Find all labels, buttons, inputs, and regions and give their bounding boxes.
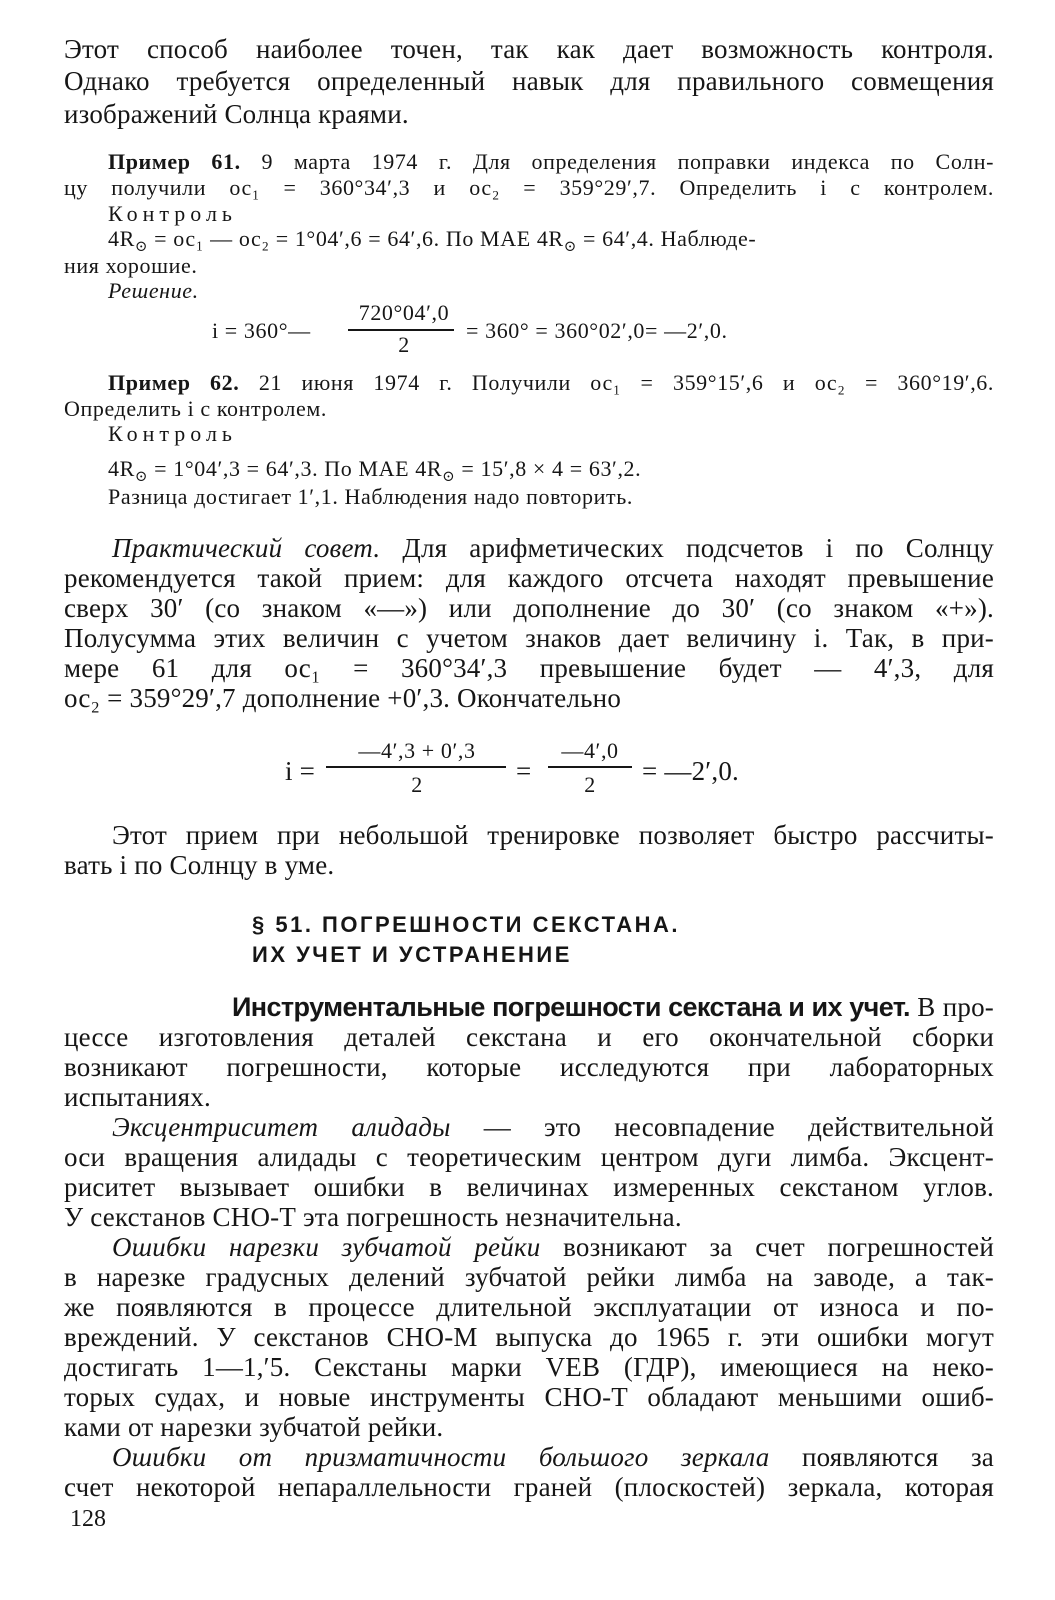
example-61-solution-label: Решение. <box>108 278 199 303</box>
sun-symbol-icon: ⊙ <box>563 239 577 255</box>
tip-line-1: Этот прием при небольшой тренировке позволяет быстро рассчиты- <box>112 820 994 850</box>
cut-line-5: достигать 1—1,′5. Секстаны марки VEB (ГДР), имеющиеся на неко- <box>64 1352 994 1382</box>
example-61-line-5: ния хорошие. <box>64 253 198 278</box>
prism-text: появляются за <box>801 1442 994 1472</box>
formula-2-frac-1-numerator: —4′,3 + 0′,3 <box>358 738 476 763</box>
advice-text: Для арифметических подсчетов i по Солнцу <box>402 533 994 563</box>
control-text-b: = 15′,8 × 4 = 63′,2. <box>455 456 642 481</box>
ecc-line-3: риситет вызывает ошибки в величинах измеренных секстаном углов. <box>64 1172 994 1202</box>
formula-1-left: i = 360°— <box>212 318 311 343</box>
advice-line-4: Полусумма этих величин с учетом знаков дает величину i. Так, в при- <box>64 623 994 653</box>
ecc-line-4: У секстанов СНО-Т эта погрешность незначительна. <box>64 1202 682 1232</box>
example-61-line-2: цу получили ос₁ = 360°34′,3 и ос₂ = 359°29′,7. Определить i с контролем. <box>64 175 994 200</box>
example-61-label: Пример 61. <box>108 149 241 174</box>
cut-line-4: вреждений. У секстанов СНО-М выпуска до 1965 г. эти ошибки могут <box>64 1322 994 1352</box>
example-62-control-label: Контроль <box>108 421 237 446</box>
example-62-line-5: Разница достигает 1′,1. Наблюдения надо повторить. <box>108 484 633 509</box>
section-title-line-1: § 51. ПОГРЕШНОСТИ СЕКСТАНА. <box>252 912 680 937</box>
formula-2-lhs: i = <box>285 756 316 786</box>
advice-label: Практический совет. <box>112 533 381 563</box>
sun-symbol-icon: ⊙ <box>134 469 149 485</box>
prism-line-2: счет некоторой непараллельности граней (плоскостей) зеркала, которая <box>64 1472 994 1502</box>
ecc-line-1 <box>112 1112 994 1142</box>
prism-line-1 <box>112 1442 994 1472</box>
tip-line-2: вать i по Солнцу в уме. <box>64 850 335 880</box>
instr-line-4: испытаниях. <box>64 1082 211 1112</box>
instr-text: В про- <box>909 992 994 1022</box>
instr-line-3: возникают погрешности, которые исследуются при лабораторных <box>64 1052 994 1082</box>
ecc-label: Эксцентриситет алидады <box>112 1112 451 1142</box>
cut-line-6: торых судах, и новые инструменты СНО-Т обладают меньшими ошиб- <box>64 1382 994 1412</box>
intro-line-1: Этот способ наиболее точен, так как дает возможность контроля. <box>64 34 994 64</box>
cut-line-3: же появляются в процессе длительной эксплуатации от износа и по- <box>64 1292 994 1322</box>
formula-2-frac-1-bar <box>326 766 506 768</box>
prism-label: Ошибки от призматичности большого зеркала <box>112 1442 770 1472</box>
example-62-label: Пример 62. <box>108 370 240 395</box>
example-62-text: 21 июня 1974 г. Получили ос₁ = 359°15′,6 и ос₂ = 360°19′,6. <box>258 370 995 395</box>
cut-label: Ошибки нарезки зубчатой рейки <box>112 1232 541 1262</box>
instr-line-1 <box>232 992 994 1022</box>
formula-1-fraction-bar <box>348 329 454 331</box>
ecc-text: — это несовпадение действительной <box>483 1112 994 1142</box>
cut-line-2: в нарезке градусных делений зубчатой рейки лимба на заводе, а так- <box>64 1262 994 1292</box>
control-text-b: = 64′,4. Наблюде- <box>576 226 757 251</box>
intro-line-2: Однако требуется определенный навык для правильного совмещения <box>64 66 994 96</box>
sun-symbol-icon: ⊙ <box>442 469 456 485</box>
advice-line-6: ос₂ = 359°29′,7 дополнение +0′,3. Окончательно <box>64 683 622 713</box>
control-text-a: = 1°04′,3 = 64′,3. По МАЕ 4R <box>148 456 443 481</box>
instr-heading: Инструментальные погрешности секстана и их учет. <box>232 992 910 1022</box>
formula-2-frac-2-bar <box>548 766 632 768</box>
example-61-text: 9 марта 1974 г. Для определения поправки индекса по Солн- <box>261 149 995 174</box>
instr-line-2: цессе изготовления деталей секстана и его окончательной сборки <box>64 1022 994 1052</box>
formula-2-frac-2-numerator: —4′,0 <box>561 738 619 763</box>
cut-text: возникают за счет погрешностей <box>563 1232 995 1262</box>
cut-line-1 <box>112 1232 994 1262</box>
formula-2-frac-1-denominator: 2 <box>411 772 423 797</box>
advice-line-5: мере 61 для ос₁ = 360°34′,3 превышение будет — 4′,3, для <box>64 653 994 683</box>
example-62-line-1 <box>108 370 994 396</box>
section-title-line-2: ИХ УЧЕТ И УСТРАНЕНИЕ <box>252 942 572 967</box>
advice-line-2: рекомендуется такой прием: для каждого отсчета находят превышение <box>64 563 994 593</box>
formula-1-right: = 360° = 360°02′,0= —2′,0. <box>466 318 728 343</box>
example-61-control-label: Контроль <box>108 201 237 226</box>
advice-line-1 <box>112 533 994 563</box>
sun-symbol-icon: ⊙ <box>134 239 149 255</box>
formula-2-frac-2-denominator: 2 <box>584 772 596 797</box>
formula-1-numerator: 720°04′,0 <box>358 300 450 325</box>
r-symbol: 4R <box>108 226 135 251</box>
control-text-a: = ос₁ — ос₂ = 1°04′,6 = 64′,6. По МАЕ 4R <box>148 226 564 251</box>
formula-2-equals: = <box>516 756 532 786</box>
formula-2-rhs: = —2′,0. <box>642 756 739 786</box>
r-symbol: 4R <box>108 456 135 481</box>
example-61-line-1 <box>108 149 994 175</box>
page-number: 128 <box>70 1506 106 1532</box>
formula-1-denominator: 2 <box>398 332 410 357</box>
advice-line-3: сверх 30′ (со знаком «—») или дополнение до 30′ (со знаком «+»). <box>64 593 994 623</box>
intro-line-3: изображений Солнца краями. <box>64 99 409 129</box>
ecc-line-2: оси вращения алидады с теоретическим центром дуги лимба. Эксцент- <box>64 1142 994 1172</box>
example-62-line-2: Определить i с контролем. <box>64 396 327 421</box>
cut-line-7: ками от нарезки зубчатой рейки. <box>64 1412 444 1442</box>
